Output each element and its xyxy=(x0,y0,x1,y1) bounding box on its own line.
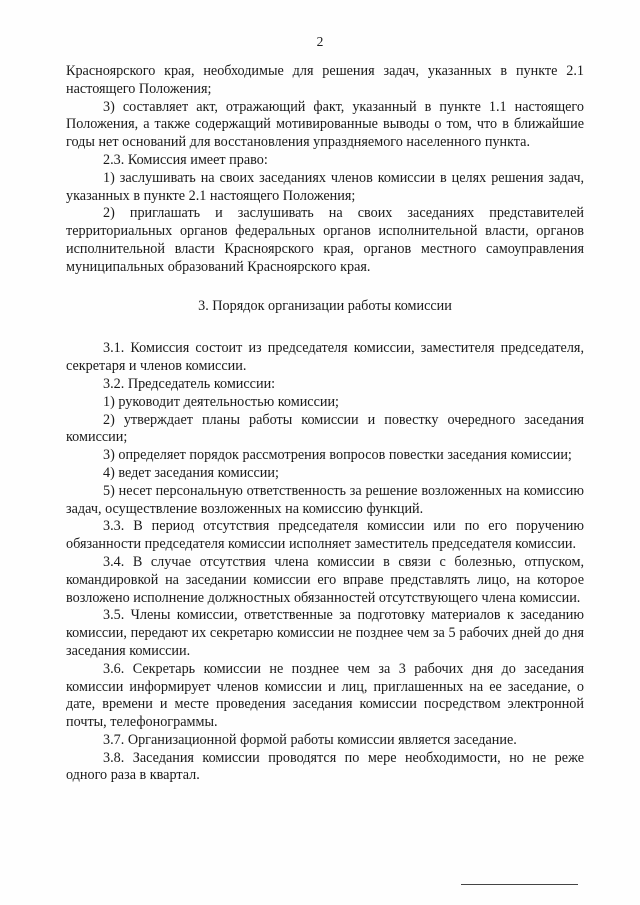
paragraph: 2) утверждает планы работы комиссии и повестку очередного заседания комиссии; xyxy=(66,411,584,446)
paragraph: 3) составляет акт, отражающий факт, указанный в пункте 1.1 настоящего Положения, а также содержащий мотивированные выводы о том, что в ближайшие годы нет оснований для восстановления упраздняемого населенного пункта. xyxy=(66,98,584,151)
paragraph: 2) приглашать и заслушивать на своих заседаниях представителей территориальных органов федеральных органов исполнительной власти, органов исполнительной власти Красноярского края, органов местного самоуправления муниципальных образований Красноярского края. xyxy=(66,205,584,275)
paragraph: 3) определяет порядок рассмотрения вопросов повестки заседания комиссии; xyxy=(103,447,572,464)
paragraph: 3.5. Члены комиссии, ответственные за подготовку материалов к заседанию комиссии, передают их секретарю комиссии не позднее чем за 5 рабочих дней до дня заседания комиссии. xyxy=(66,607,584,659)
paragraph: 2.3. Комиссия имеет право: xyxy=(103,151,268,168)
paragraph: 1) руководит деятельностью комиссии; xyxy=(103,393,340,410)
paragraph: 3.1. Комиссия состоит из председателя комиссии, заместителя председателя, секретаря и членов комиссии. xyxy=(66,340,584,375)
paragraph: 3.2. Председатель комиссии: xyxy=(103,375,276,392)
paragraph: 3.4. В случае отсутствия члена комиссии в связи с болезнью, отпуском, командировкой на заседании комиссии его вправе представлять лицо, на которое возложено исполнение должностных обязанностей отсутствующего члена комиссии. xyxy=(66,553,584,606)
paragraph: 3.7. Организационной формой работы комиссии является заседание. xyxy=(103,731,517,748)
document-body xyxy=(66,63,584,785)
section-heading: 3. Порядок организации работы комиссии xyxy=(198,297,452,314)
paragraph: 3.3. В период отсутствия председателя комиссии или по его поручению обязанности председателя комиссии исполняет заместитель председателя комиссии. xyxy=(66,518,584,553)
paragraph: 5) несет персональную ответственность за решение возложенных на комиссию задач, осуществление возложенных на комиссию функций. xyxy=(66,482,584,517)
footer-rule xyxy=(461,884,578,885)
page-number: 2 xyxy=(316,34,324,49)
paragraph: 3.6. Секретарь комиссии не позднее чем за 3 рабочих дня до заседания комиссии информирует членов комиссии и лиц, приглашенных на ее заседание, о дате, времени и месте проведения заседания комиссии посредством электронной почты, телефонограммы. xyxy=(66,660,584,731)
paragraph: 1) заслушивать на своих заседаниях членов комиссии в целях решения задач, указанных в пункте 2.1 настоящего Положения; xyxy=(66,169,584,204)
paragraph: 3.8. Заседания комиссии проводятся по мере необходимости, но не реже одного раза в квартал. xyxy=(66,749,584,784)
paragraph: Красноярского края, необходимые для решения задач, указанных в пункте 2.1 настоящего Положения; xyxy=(66,63,584,97)
paragraph: 4) ведет заседания комиссии; xyxy=(103,464,279,481)
